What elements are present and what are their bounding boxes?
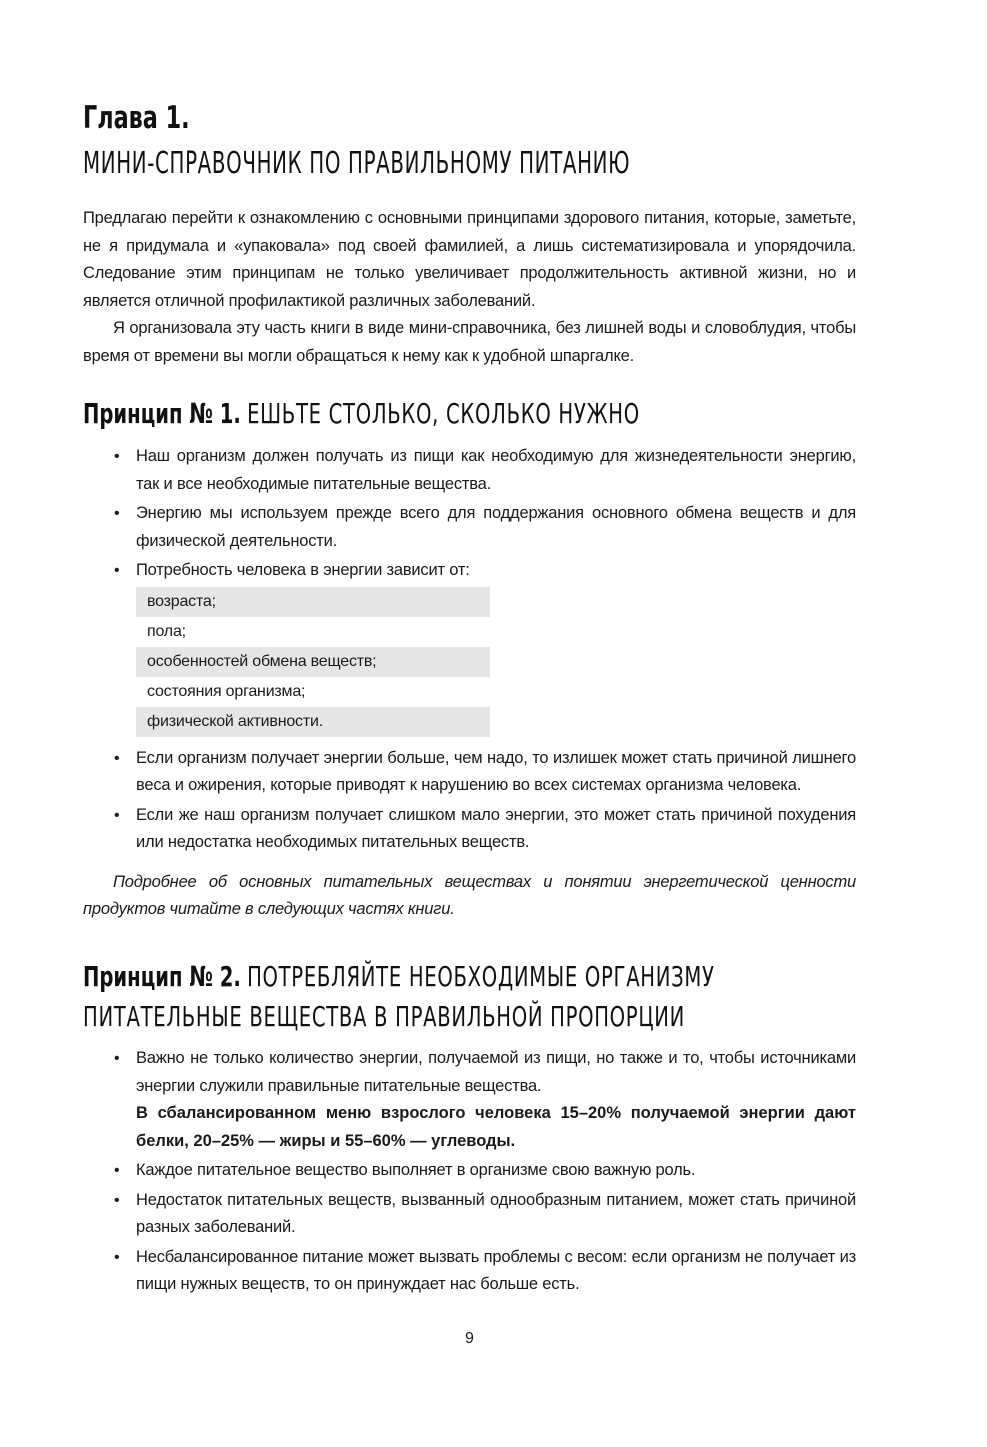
bullet-icon: • <box>114 749 120 767</box>
principle-2-title-line-1: ПОТРЕБЛЯЙТЕ НЕОБХОДИМЫЕ ОРГАНИЗМУ <box>247 960 715 993</box>
table-row: пола; <box>147 622 186 640</box>
energy-factors-table <box>136 587 490 737</box>
list-item: • Если же наш организм получает слишком мало энергии, это может стать причиной похудения или недостатка необходимых питательных веществ. <box>83 802 856 857</box>
list-item: • Недостаток питательных веществ, вызванный однообразным питанием, может стать причиной разных заболеваний. <box>83 1187 856 1242</box>
list-item: • Наш организм должен получать из пищи как необходимую для жизнедеятельности энергию, так и все необходимые питательные вещества. <box>83 443 856 498</box>
bullet-icon: • <box>114 1050 120 1067</box>
principle-2-title-line-2: ПИТАТЕЛЬНЫЕ ВЕЩЕСТВА В ПРАВИЛЬНОЙ ПРОПОРЦИИ <box>83 1000 685 1033</box>
energy-ratio-highlight: В сбалансированном меню взрослого человека 15–20% получаемой энергии дают белки, 20–25% — жиры и 55–60% — углеводы. <box>136 1104 856 1150</box>
principle-2-number: Принцип № 2. <box>83 960 241 993</box>
list-item: • Важно не только количество энергии, получаемой из пищи, но также и то, чтобы источниками энергии служили правильные питательные вещества. В сбалансированном меню взрослого человека 15–20% получаемой энергии дают белки, 20–25% — жиры и 55–60% — углеводы. <box>83 1045 856 1155</box>
principle-1-body <box>83 443 856 924</box>
intro-section <box>83 205 856 370</box>
table-row: состояния организма; <box>147 682 306 700</box>
chapter-label: Глава 1. <box>83 100 190 136</box>
bullet-icon: • <box>114 505 120 522</box>
bullet-icon: • <box>114 1248 120 1266</box>
table-row: возраста; <box>136 587 490 617</box>
bullet-icon: • <box>114 562 120 579</box>
table-row: особенностей обмена веществ; <box>136 647 490 677</box>
principle-1-list-continued <box>83 745 856 857</box>
list-item: • Каждое питательное вещество выполняет в организме свою важную роль. <box>83 1157 856 1185</box>
list-item: • Потребность человека в энергии зависит от: <box>83 557 856 585</box>
table-row: физической активности. <box>136 707 490 737</box>
principle-2-heading-line-2 <box>83 997 685 1037</box>
principle-1-heading <box>83 394 640 434</box>
intro-paragraph-2: Я организовала эту часть книги в виде мини-справочника, без лишней воды и словоблудия, чтобы время от времени вы могли обращаться к нему как к удобной шпаргалке. <box>83 319 856 365</box>
list-item: • Энергию мы используем прежде всего для поддержания основного обмена веществ и для физической деятельности. <box>83 500 856 555</box>
bullet-icon: • <box>114 448 120 465</box>
principle-2-body <box>83 1045 856 1301</box>
bullet-icon: • <box>114 1191 120 1209</box>
principle-1-number: Принцип № 1. <box>83 397 241 430</box>
list-item: • Если организм получает энергии больше, чем надо, то излишек может стать причиной лишнего веса и ожирения, которые приводят к нарушению во всех системах организма человека. <box>83 745 856 800</box>
list-item: • Несбалансированное питание может вызвать проблемы с весом: если организм не получает из пищи нужных веществ, то он принуждает нас больше есть. <box>83 1244 856 1299</box>
principle-2-heading <box>83 957 715 997</box>
principle-1-list <box>83 443 856 585</box>
page-number: 9 <box>465 1330 474 1347</box>
bullet-icon: • <box>114 806 120 824</box>
principle-2-list <box>83 1045 856 1299</box>
intro-paragraph-1: Предлагаю перейти к ознакомлению с основными принципами здорового питания, которые, заметьте, не я придумала и «упаковала» под своей фамилией, а лишь систематизировала и упорядочила. Следование этим принципам не только увеличивает продолжительность активной жизни, но и является отличной профилактикой различных заболеваний. <box>83 209 856 310</box>
bullet-icon: • <box>114 1162 120 1179</box>
principle-1-note: Подробнее об основных питательных веществах и понятии энергетической ценности продуктов читайте в следующих частях книги. <box>83 872 856 918</box>
chapter-title: МИНИ-СПРАВОЧНИК ПО ПРАВИЛЬНОМУ ПИТАНИЮ <box>83 146 631 181</box>
principle-1-title: ЕШЬТЕ СТОЛЬКО, СКОЛЬКО НУЖНО <box>247 397 640 430</box>
